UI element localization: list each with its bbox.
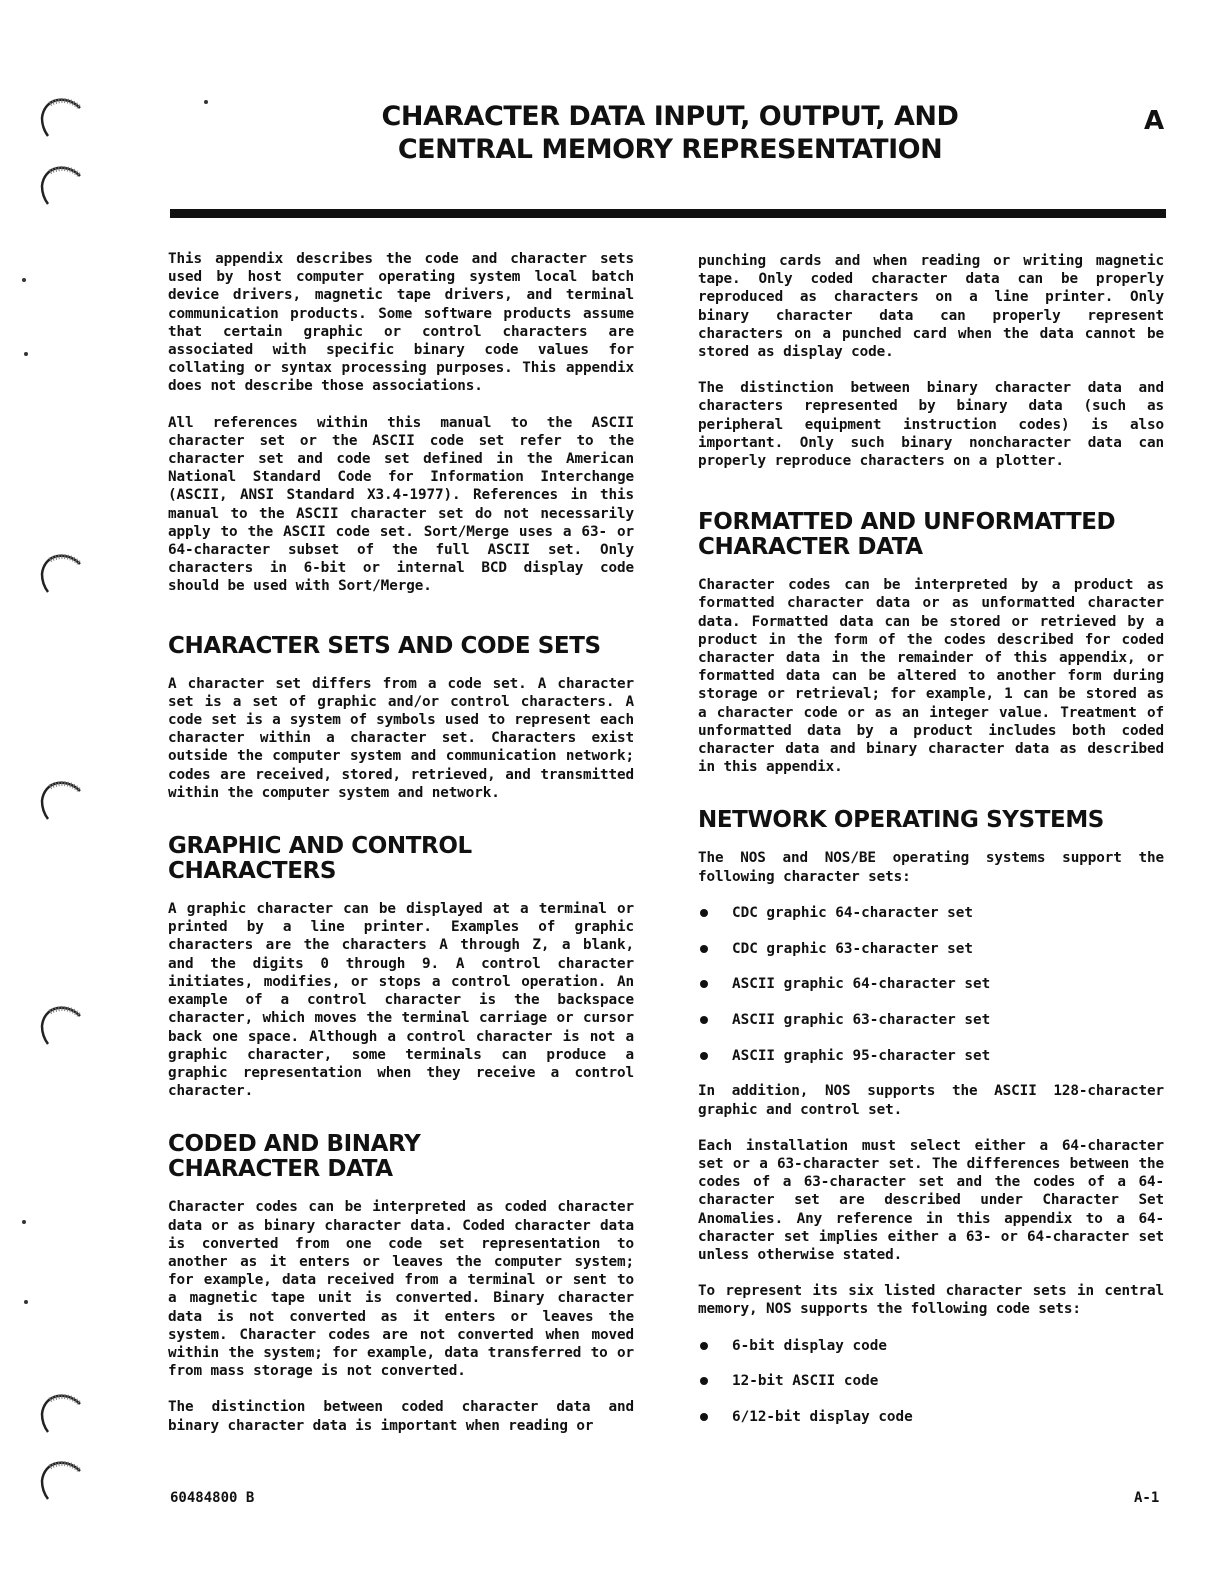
- heading-line: NETWORK OPERATING SYSTEMS: [698, 807, 1104, 834]
- network-paragraph-3: Each installation must select either a 64-character set or a 63-character set. The differences between the codes of a 63-character set and the codes of a 64-character set are described under Character Set Anomalies. Any reference in this appendix to a 64-character set implies either a 63- or 64-character set unless otherwise stated.: [698, 1137, 1164, 1264]
- formatted-paragraph: Character codes can be interpreted by a product as formatted character data or as unformatted character data. Formatted data can be stored or retrieved by a product in the form of the codes described for coded character data in the remainder of this appendix, or formatted data can be altered to another form during storage or retrieval; for example, 1 can be stored as a character code or as an integer value. Treatment of unformatted data by a product includes both coded character data and binary character data as described in this appendix.: [698, 577, 1164, 776]
- list-item-text: 6/12-bit display code: [732, 1409, 913, 1426]
- left-column: [168, 250, 634, 1453]
- bullet-icon: [700, 1016, 708, 1024]
- character-set-list: [698, 904, 1164, 1065]
- document-number: 60484800 B: [170, 1490, 255, 1506]
- section-heading-formatted: [698, 510, 1164, 560]
- scan-speck: [24, 352, 28, 356]
- list-item: [698, 940, 1164, 958]
- coded-binary-paragraph-2: The distinction between coded character data and binary character data is important when reading or: [168, 1399, 634, 1434]
- network-paragraph-4: To represent its six listed character sets in central memory, NOS supports the following code sets:: [698, 1283, 1164, 1318]
- bullet-icon: [700, 1052, 708, 1060]
- section-heading-network: [698, 808, 1164, 833]
- heading-line: CHARACTER SETS AND CODE SETS: [168, 632, 601, 659]
- heading-line: GRAPHIC AND CONTROL: [168, 833, 472, 860]
- bullet-icon: [700, 945, 708, 953]
- scan-speck: [24, 1300, 28, 1304]
- network-paragraph-2: In addition, NOS supports the ASCII 128-character graphic and control set.: [698, 1083, 1164, 1118]
- scan-speck: [22, 278, 26, 282]
- list-item-text: ASCII graphic 95-character set: [732, 1047, 991, 1064]
- intro-paragraph-1: This appendix describes the code and character sets used by host computer operating system local batch device drivers, magnetic tape drivers, and terminal communication products. Some software products assume that certain graphic or control characters are associated with specific binary code values for collating or syntax processing purposes. This appendix does not describe those associations.: [168, 251, 634, 395]
- section-heading-coded-binary: [168, 1132, 634, 1182]
- list-item-text: ASCII graphic 64-character set: [732, 976, 991, 993]
- appendix-letter: A: [1144, 106, 1165, 136]
- punch-hole-6: [36, 1388, 84, 1436]
- scan-speck: [22, 1220, 26, 1224]
- title-line-1: CHARACTER DATA INPUT, OUTPUT, AND: [381, 101, 959, 132]
- list-item: [698, 1372, 1164, 1390]
- bullet-icon: [700, 909, 708, 917]
- list-item: [698, 975, 1164, 993]
- punch-hole-7: [36, 1455, 84, 1503]
- page-title: [300, 100, 1040, 166]
- code-set-list: [698, 1337, 1164, 1427]
- coded-binary-paragraph-1: Character codes can be interpreted as coded character data or as binary character data. Coded character data is converted from one code set representation to another as it enters or leaves the computer system; for example, data received from a terminal or sent to a magnetic tape unit is converted. Binary character data is not converted as it enters or leaves the system. Character codes are not converted when moved within the system; for example, data transferred to or from mass storage is not converted.: [168, 1199, 634, 1380]
- bullet-icon: [700, 980, 708, 988]
- heading-line: CHARACTER DATA: [698, 534, 923, 561]
- bullet-icon: [700, 1377, 708, 1385]
- scan-speck: [204, 100, 208, 104]
- header-rule: [170, 209, 1166, 218]
- bullet-icon: [700, 1342, 708, 1350]
- list-item-text: 6-bit display code: [732, 1337, 887, 1354]
- punch-hole-5: [36, 1000, 84, 1048]
- list-item: [698, 1337, 1164, 1355]
- intro-paragraph-2: All references within this manual to the ASCII character set or the ASCII code set refer to the character set and code set defined in the American National Standard Code for Information Interchange (ASCII, ANSI Standard X3.4-1977). References in this manual to the ASCII character set do not necessarily apply to the ASCII code set. Sort/Merge uses a 63- or 64-character subset of the full ASCII set. Only characters in 6-bit or internal BCD display code should be used with Sort/Merge.: [168, 414, 634, 595]
- list-item: [698, 1011, 1164, 1029]
- list-item-text: CDC graphic 63-character set: [732, 940, 974, 957]
- section-heading-graphic-control: [168, 834, 634, 884]
- graphic-control-paragraph: A graphic character can be displayed at a terminal or printed by a line printer. Examples of graphic characters are the characters A through Z, a blank, and the digits 0 through 9. A control character initiates, modifies, or stops a control operation. An example of a control character is the backspace character, which moves the terminal carriage or cursor back one space. Although a control character is not a graphic character, some terminals can produce a graphic representation when they receive a control character.: [168, 901, 634, 1100]
- list-item-text: ASCII graphic 63-character set: [732, 1011, 991, 1028]
- punch-hole-1: [36, 92, 84, 140]
- character-sets-paragraph: A character set differs from a code set. A character set is a set of graphic and/or control characters. A code set is a system of symbols used to represent each character within a character set. Characters exist outside the computer system and communication network; codes are received, stored, retrieved, and transmitted within the computer system and network.: [168, 675, 634, 801]
- list-item: [698, 1408, 1164, 1426]
- heading-line: CODED AND BINARY: [168, 1131, 421, 1158]
- heading-line: CHARACTERS: [168, 858, 336, 885]
- heading-line: FORMATTED AND UNFORMATTED: [698, 509, 1116, 536]
- continued-paragraph-1: punching cards and when reading or writing magnetic tape. Only coded character data can be properly reproduced as characters on a line printer. Only binary character data can properly represent characters on a punched card when the data cannot be stored as display code.: [698, 253, 1164, 361]
- continued-paragraph-2: The distinction between binary character data and characters represented by binary data (such as peripheral equipment instruction codes) is also important. Only such binary noncharacter data can properly reproduce characters on a plotter.: [698, 380, 1164, 470]
- punch-hole-2: [36, 160, 84, 208]
- list-item-text: 12-bit ASCII code: [732, 1373, 879, 1390]
- network-paragraph-1: The NOS and NOS/BE operating systems support the following character sets:: [698, 850, 1164, 885]
- section-heading-character-sets: [168, 634, 634, 659]
- heading-line: CHARACTER DATA: [168, 1156, 393, 1183]
- list-item: [698, 904, 1164, 922]
- title-line-2: CENTRAL MEMORY REPRESENTATION: [397, 134, 943, 165]
- bullet-icon: [700, 1413, 708, 1421]
- punch-hole-3: [36, 548, 84, 596]
- right-column: [698, 252, 1164, 1444]
- list-item-text: CDC graphic 64-character set: [732, 904, 974, 921]
- punch-hole-4: [36, 775, 84, 823]
- list-item: [698, 1047, 1164, 1065]
- page-number: A-1: [1134, 1490, 1160, 1506]
